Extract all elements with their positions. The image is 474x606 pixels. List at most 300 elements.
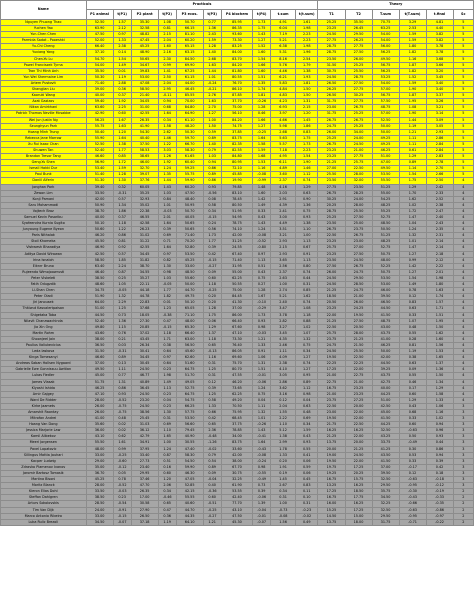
value-cell: -0.23 [295, 507, 318, 513]
student-name-cell: Shuwen Tan [1, 147, 87, 153]
value-cell: 16.75 [318, 385, 345, 391]
value-cell: 28.75 [318, 44, 345, 50]
value-cell: 23.25 [318, 147, 345, 153]
value-cell: 0.39 [158, 227, 176, 233]
value-cell: 0.31 [158, 416, 176, 422]
value-cell: 2.37 [271, 178, 296, 184]
value-cell: 1.60 [253, 190, 271, 196]
value-cell: -0.63 [399, 507, 426, 513]
value-cell: 18.50 [318, 294, 345, 300]
value-cell: 19.50 [318, 355, 345, 361]
value-cell: 0.05 [113, 470, 131, 476]
value-cell: 1.64 [113, 135, 131, 141]
value-cell: -0.52 [253, 239, 271, 245]
value-cell: 37.70 [221, 99, 253, 105]
value-cell: 58.30 [176, 147, 203, 153]
student-name-cell: Arturs Sokolovskis [1, 501, 87, 507]
value-cell: 5 [453, 80, 473, 86]
value-cell: 1.19 [113, 74, 131, 80]
value-cell: 52.75 [176, 385, 203, 391]
practicals-group-header: Practicals [86, 1, 318, 10]
value-cell: 0.59 [203, 129, 221, 135]
value-cell: 81.10 [176, 32, 203, 38]
student-name-cell: Jaromir Bartosz Tomasik [1, 470, 87, 476]
value-cell: 0.94 [158, 99, 176, 105]
value-cell: 5 [453, 135, 473, 141]
value-cell: 0.34 [158, 117, 176, 123]
value-cell: 41.00 [86, 416, 113, 422]
value-cell: 1.02 [399, 202, 426, 208]
value-cell: 28.50 [86, 501, 113, 507]
value-cell: 1.32 [253, 410, 271, 416]
value-cell: 24.00 [345, 135, 372, 141]
value-cell: 32.25 [221, 477, 253, 483]
value-cell: 23.00 [318, 105, 345, 111]
value-cell: 17.00 [131, 495, 158, 501]
value-cell: 40.90 [176, 434, 203, 440]
value-cell: 2.40 [271, 300, 296, 306]
value-cell: 31.00 [131, 105, 158, 111]
value-cell: 2.43 [203, 32, 221, 38]
value-cell: 0.11 [295, 489, 318, 495]
value-cell: 22.50 [318, 403, 345, 409]
value-cell: 0.31 [295, 282, 318, 288]
value-cell: 50.00 [372, 123, 399, 129]
value-cell: 2.95 [158, 87, 176, 93]
value-cell: 0.08 [203, 196, 221, 202]
student-name-cell: Thitiwut Kasvalertpaisan [1, 306, 87, 312]
value-cell: 35.30 [131, 20, 158, 26]
value-cell: 1.07 [295, 330, 318, 336]
value-cell: 1.98 [295, 26, 318, 32]
value-cell: 2.23 [295, 32, 318, 38]
value-cell: 50.40 [86, 129, 113, 135]
column-header: T2 [345, 10, 372, 20]
value-cell: 1.54 [399, 275, 426, 281]
value-cell: 25.25 [318, 20, 345, 26]
value-cell: 33.40 [131, 452, 158, 458]
student-name-cell: Leda Iaskova [1, 349, 87, 355]
value-cell: 4 [453, 336, 473, 342]
value-cell: 0.23 [158, 367, 176, 373]
value-cell: 2.36 [203, 428, 221, 434]
value-cell: 0.96 [426, 428, 453, 434]
value-cell: 56.75 [372, 62, 399, 68]
value-cell: 58.53 [131, 147, 158, 153]
column-header: T1 [318, 10, 345, 20]
value-cell: 1.08 [399, 105, 426, 111]
value-cell: 3 [453, 440, 473, 446]
value-cell: 62.25 [221, 275, 253, 281]
value-cell: 1.63 [203, 99, 221, 105]
value-cell: -0.03 [158, 208, 176, 214]
value-cell: 0.31 [203, 361, 221, 367]
value-cell: 1.91 [271, 464, 296, 470]
value-cell: 21.00 [345, 379, 372, 385]
value-cell: 1.33 [113, 38, 131, 44]
value-cell: 1.21 [203, 519, 221, 525]
value-cell: 34.75 [86, 288, 113, 294]
value-cell: -0.02 [295, 513, 318, 519]
value-cell: 26.75 [345, 233, 372, 239]
value-cell: 1.28 [253, 288, 271, 294]
value-cell: 24.50 [318, 74, 345, 80]
value-cell: 85.95 [221, 20, 253, 26]
value-cell: 43.60 [86, 330, 113, 336]
value-cell: 4 [453, 288, 473, 294]
value-cell: 2.25 [113, 105, 131, 111]
value-cell: 4 [453, 367, 473, 373]
value-cell: 0.69 [158, 233, 176, 239]
value-cell: 0.39 [253, 489, 271, 495]
value-cell: 1.42 [253, 196, 271, 202]
value-cell: 1.32 [113, 294, 131, 300]
value-cell: 19.25 [318, 470, 345, 476]
value-cell: 46.30 [176, 470, 203, 476]
column-header: t(P1) [113, 10, 131, 20]
value-cell: 4 [453, 257, 473, 263]
value-cell: 37.00 [372, 464, 399, 470]
value-cell: 21.75 [318, 422, 345, 428]
value-cell: 50.70 [176, 208, 203, 214]
column-header: t(t.sum) [295, 10, 318, 20]
value-cell: 2.63 [271, 275, 296, 281]
value-cell: 61.65 [176, 154, 203, 160]
value-cell: 0.89 [113, 355, 131, 361]
value-cell: 22.38 [131, 208, 158, 214]
value-cell: 0.61 [399, 147, 426, 153]
value-cell: 1.51 [426, 312, 453, 318]
student-name-cell: Vojtech Broz [1, 208, 87, 214]
value-cell: 50.55 [221, 282, 253, 288]
value-cell: 15.25 [318, 507, 345, 513]
value-cell: 1.04 [399, 221, 426, 227]
value-cell: 1.53 [253, 160, 271, 166]
value-cell: 0.34 [271, 489, 296, 495]
value-cell: 0.78 [399, 288, 426, 294]
value-cell: 0.41 [295, 452, 318, 458]
value-cell: 2.04 [271, 403, 296, 409]
value-cell: 32.25 [372, 501, 399, 507]
value-cell: 33.00 [176, 263, 203, 269]
value-cell: 20.00 [345, 440, 372, 446]
value-cell: -0.71 [399, 519, 426, 525]
value-cell: 35.00 [86, 464, 113, 470]
value-cell: 1.44 [399, 117, 426, 123]
value-cell: 1.47 [399, 215, 426, 221]
value-cell: 1.53 [426, 349, 453, 355]
value-cell: 1.73 [253, 312, 271, 318]
value-cell: 51.25 [372, 184, 399, 190]
value-cell: 2.50 [158, 74, 176, 80]
student-name-cell: Konji Pamani [1, 196, 87, 202]
value-cell: 0.42 [426, 464, 453, 470]
value-cell: 35.60 [86, 422, 113, 428]
value-cell: 1.60 [253, 68, 271, 74]
value-cell: 21.50 [345, 342, 372, 348]
value-cell: 53.00 [131, 74, 158, 80]
value-cell: 4 [453, 391, 473, 397]
value-cell: 0.97 [158, 251, 176, 257]
value-cell: 47.70 [131, 483, 158, 489]
value-cell: 0.94 [426, 422, 453, 428]
value-cell: 27.75 [345, 44, 372, 50]
value-cell: 1.40 [203, 50, 221, 56]
value-cell: 2 [453, 495, 473, 501]
value-cell: 2.12 [113, 26, 131, 32]
value-cell: 48.25 [372, 239, 399, 245]
value-cell: -0.56 [203, 190, 221, 196]
value-cell: 21.00 [318, 391, 345, 397]
student-name-cell: Saru Mohammadi [1, 202, 87, 208]
value-cell: -0.27 [203, 263, 221, 269]
value-cell: 0.48 [113, 416, 131, 422]
value-cell: 52.50 [86, 20, 113, 26]
value-cell: 4 [453, 251, 473, 257]
value-cell: 4.95 [271, 154, 296, 160]
value-cell: 0.83 [399, 300, 426, 306]
value-cell: 53.00 [372, 282, 399, 288]
value-cell: -0.25 [203, 288, 221, 294]
value-cell: 22.00 [345, 410, 372, 416]
value-cell: 1.46 [158, 135, 176, 141]
value-cell: 52.75 [372, 215, 399, 221]
value-cell: 75.95 [221, 410, 253, 416]
value-cell: -0.51 [203, 501, 221, 507]
value-cell: 47.55 [221, 373, 253, 379]
value-cell: 56.90 [86, 160, 113, 166]
value-cell: 0.88 [295, 318, 318, 324]
value-cell: 1.98 [295, 44, 318, 50]
value-cell: 0.63 [399, 361, 426, 367]
value-cell: 64.00 [86, 300, 113, 306]
value-cell: 83.75 [221, 135, 253, 141]
value-cell: 1.43 [253, 221, 271, 227]
value-cell: 1.24 [253, 227, 271, 233]
value-cell: 1.05 [113, 282, 131, 288]
value-cell: 64.90 [176, 111, 203, 117]
value-cell: 34.05 [131, 99, 158, 105]
value-cell: 0.43 [253, 215, 271, 221]
student-name-cell: Paris Nithalak [1, 233, 87, 239]
value-cell: 0.81 [113, 239, 131, 245]
student-name-cell: Shangjian Liu [1, 87, 87, 93]
value-cell: 1.26 [158, 154, 176, 160]
value-cell: 1.25 [203, 367, 221, 373]
value-cell: 1.51 [253, 74, 271, 80]
value-cell: -0.08 [271, 513, 296, 519]
student-name-cell: Syafeendra Kurnia Sugito [1, 221, 87, 227]
value-cell: 2.86 [271, 379, 296, 385]
value-cell: 5.21 [271, 38, 296, 44]
value-cell: 26.75 [345, 117, 372, 123]
value-cell: 2.23 [295, 147, 318, 153]
value-cell: 1.21 [399, 129, 426, 135]
value-cell: 4 [453, 239, 473, 245]
value-cell: 3.14 [426, 111, 453, 117]
value-cell: 3.78 [426, 44, 453, 50]
value-cell: 50.95 [176, 202, 203, 208]
value-cell: 18.00 [345, 519, 372, 525]
value-cell: 32.93 [131, 196, 158, 202]
value-cell: 2.14 [426, 245, 453, 251]
value-cell: 0.10 [295, 495, 318, 501]
value-cell: 22.11 [131, 282, 158, 288]
value-cell: 48.82 [131, 32, 158, 38]
value-cell: 37.02 [131, 330, 158, 336]
value-cell: 40.60 [176, 501, 203, 507]
value-cell: 52.75 [372, 245, 399, 251]
value-cell: 3 [453, 416, 473, 422]
value-cell: 75.70 [221, 361, 253, 367]
value-cell: 4 [453, 306, 473, 312]
value-cell: 5.21 [271, 294, 296, 300]
value-cell: 2.66 [426, 172, 453, 178]
value-cell: 5.98 [271, 123, 296, 129]
column-header: t(T.sum) [399, 10, 426, 20]
value-cell: 74.10 [221, 227, 253, 233]
value-cell: 0.21 [113, 336, 131, 342]
value-cell: 47.05 [176, 477, 203, 483]
value-cell: 3.47 [271, 306, 296, 312]
student-name-cell: Jiri Janousek [1, 300, 87, 306]
value-cell: 4 [453, 361, 473, 367]
value-cell: 2.14 [426, 239, 453, 245]
value-cell: 39.83 [131, 68, 158, 74]
value-cell: 48.40 [176, 196, 203, 202]
value-cell: 15.00 [345, 513, 372, 519]
value-cell: 47.45 [131, 38, 158, 44]
value-cell: 23.75 [345, 227, 372, 233]
value-cell: 52.80 [176, 245, 203, 251]
student-name-cell: Kamil Alibekov [1, 434, 87, 440]
value-cell: 1.75 [295, 135, 318, 141]
value-cell: 23.20 [131, 397, 158, 403]
value-cell: 1.62 [295, 294, 318, 300]
value-cell: 0.97 [113, 32, 131, 38]
value-cell: 30.55 [176, 440, 203, 446]
value-cell: 0.17 [399, 385, 426, 391]
value-cell: 42.75 [372, 379, 399, 385]
value-cell: 0.74 [295, 361, 318, 367]
value-cell: 44.78 [131, 294, 158, 300]
value-cell: 1.59 [399, 38, 426, 44]
value-cell: 35.02 [131, 202, 158, 208]
value-cell: 42.50 [86, 251, 113, 257]
value-cell: 20.25 [318, 202, 345, 208]
value-cell: 54.00 [372, 80, 399, 86]
value-cell: 0.04 [158, 397, 176, 403]
value-cell: 3.65 [271, 257, 296, 263]
value-cell: 40.40 [131, 135, 158, 141]
student-name-cell: Yuchen Yao [1, 26, 87, 32]
value-cell: 54.95 [221, 215, 253, 221]
value-cell: 1.06 [426, 403, 453, 409]
value-cell: 1.18 [113, 221, 131, 227]
value-cell: 53.50 [372, 172, 399, 178]
value-cell: 31.75 [318, 99, 345, 105]
value-cell: 26.00 [318, 129, 345, 135]
value-cell: 0.43 [253, 269, 271, 275]
value-cell: 22.25 [345, 361, 372, 367]
student-name-cell: Mitrofan Andrei [1, 416, 87, 422]
value-cell: 2.78 [426, 160, 453, 166]
value-cell: 47.10 [86, 391, 113, 397]
value-cell: 0.81 [158, 26, 176, 32]
value-cell: 22.00 [345, 434, 372, 440]
value-cell: 0.34 [203, 208, 221, 214]
column-header: P3 ecos. [176, 10, 203, 20]
value-cell: 1.29 [399, 154, 426, 160]
value-cell: 1.35 [158, 172, 176, 178]
value-cell: 24.50 [131, 391, 158, 397]
value-cell: 4 [453, 397, 473, 403]
student-name-cell: Stoil Khomeka [1, 239, 87, 245]
value-cell: 4 [453, 202, 473, 208]
value-cell: 36.50 [86, 342, 113, 348]
value-cell: 84.80 [176, 105, 203, 111]
value-cell: 22.50 [345, 355, 372, 361]
value-cell: -0.06 [253, 379, 271, 385]
value-cell: -0.29 [253, 306, 271, 312]
value-cell: 21.00 [345, 294, 372, 300]
value-cell: 2.16 [158, 50, 176, 56]
value-cell: -0.24 [203, 80, 221, 86]
student-name-cell: Sillingus Mattia Jauhari [1, 452, 87, 458]
value-cell: 50.65 [131, 56, 158, 62]
value-cell: 0.33 [253, 208, 271, 214]
value-cell: 1.33 [253, 342, 271, 348]
value-cell: 6.38 [271, 44, 296, 50]
value-cell: 19.50 [318, 458, 345, 464]
value-cell: 60.40 [176, 160, 203, 166]
value-cell: 2.62 [158, 129, 176, 135]
value-cell: 0.98 [253, 464, 271, 470]
value-cell: 1.81 [295, 80, 318, 86]
value-cell: 82.35 [221, 141, 253, 147]
value-cell: 28.00 [86, 483, 113, 489]
student-name-cell: Arnir Gajgey [1, 391, 87, 397]
student-name-cell: Gabrielle Ewe Gonnissuu Awitian [1, 367, 87, 373]
value-cell: 45.85 [221, 172, 253, 178]
value-cell: 44.50 [372, 306, 399, 312]
value-cell: 0.93 [113, 391, 131, 397]
value-cell: 1.60 [158, 44, 176, 50]
value-cell: 1.98 [426, 275, 453, 281]
value-cell: 1.19 [158, 519, 176, 525]
value-cell: 37.00 [221, 306, 253, 312]
student-name-cell: Pavel Lopatovic [1, 446, 87, 452]
table-body [1, 20, 474, 526]
value-cell: 0.43 [295, 434, 318, 440]
column-header: P4 biochem [221, 10, 253, 20]
value-cell: 40.05 [176, 215, 203, 221]
value-cell: 5 [453, 62, 473, 68]
value-cell: 38.50 [86, 275, 113, 281]
value-cell: 84.20 [221, 62, 253, 68]
value-cell: 5 [453, 38, 473, 44]
value-cell: 1.74 [253, 87, 271, 93]
value-cell: 49.25 [372, 135, 399, 141]
value-cell: 41.50 [372, 458, 399, 464]
value-cell: 55.55 [176, 495, 203, 501]
value-cell: 1.42 [399, 263, 426, 269]
value-cell: 53.25 [372, 74, 399, 80]
value-cell: 67.70 [221, 464, 253, 470]
value-cell: 2 [453, 519, 473, 525]
value-cell: 4.46 [271, 68, 296, 74]
value-cell: 3 [453, 458, 473, 464]
